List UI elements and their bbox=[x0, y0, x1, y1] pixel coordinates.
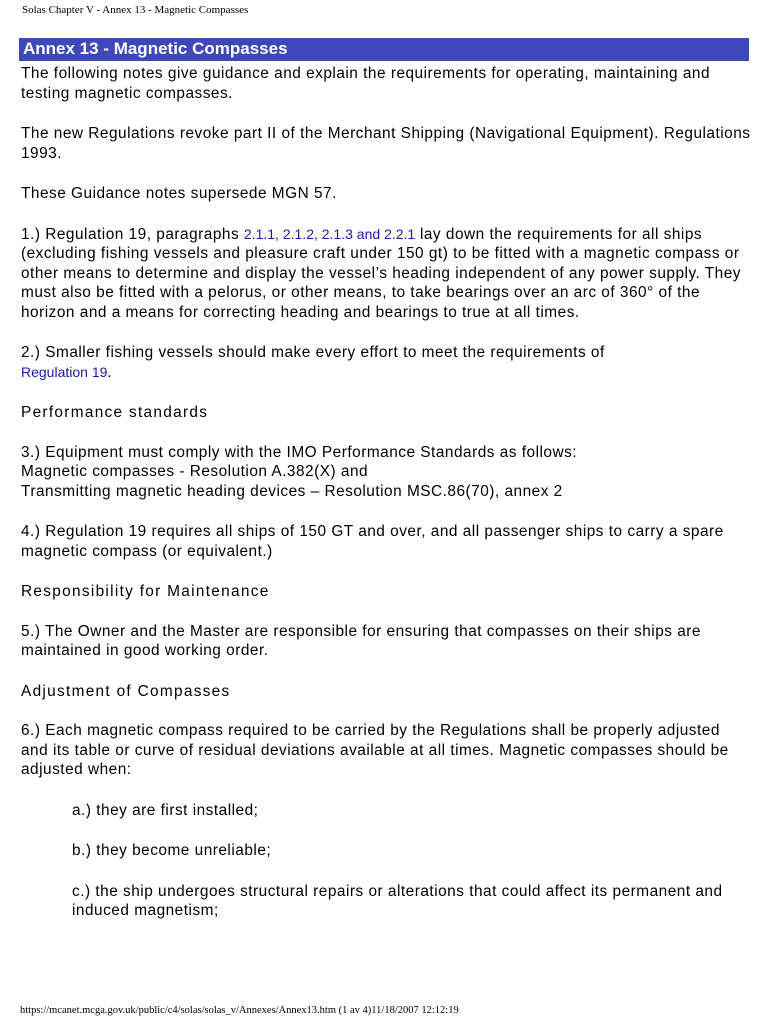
paragraph-1 bbox=[21, 225, 751, 323]
paragraph-3-line-3: Transmitting magnetic heading devices – Resolution MSC.86(70), annex 2 bbox=[21, 482, 563, 500]
heading-responsibility-for-maintenance: Responsibility for Maintenance bbox=[21, 583, 270, 600]
paragraph-2-end: . bbox=[107, 363, 113, 381]
regulation-paragraphs-link[interactable]: 2.1.1, 2.1.2, 2.1.3 and 2.2.1 bbox=[243, 225, 416, 242]
paragraph-2 bbox=[21, 343, 751, 382]
paragraph-6: 6.) Each magnetic compass required to be carried by the Regulations shall be properly adjusted and its table or curve of residual deviations available at all times. Magnetic compasses should be adjusted when: bbox=[21, 722, 729, 778]
document-body bbox=[21, 64, 751, 942]
paragraph-1-rest: lay down the requirements for all ships (excluding fishing vessels and pleasure craft under 150 gt) to be fitted with a magnetic compass or other means to determine and display the vessel’s heading independent of any power supply. They must also be fitted with a pelorus, or other means, to take bearings over an arc of 360° of the horizon and a means for correcting heading and bearings to true at all times. bbox=[21, 225, 741, 321]
paragraph-1-lead: 1.) Regulation 19, paragraphs bbox=[21, 225, 244, 243]
paragraph-3-line-2: Magnetic compasses - Resolution A.382(X) and bbox=[21, 463, 369, 480]
paragraph-5: 5.) The Owner and the Master are responsible for ensuring that compasses on their ships are maintained in good working order. bbox=[21, 622, 701, 659]
intro-paragraph-2: The new Regulations revoke part II of the Merchant Shipping (Navigational Equipment). Regulations 1993. bbox=[21, 125, 751, 162]
adjust-item-a: a.) they are first installed; bbox=[72, 801, 259, 819]
print-header: Solas Chapter V - Annex 13 - Magnetic Compasses bbox=[22, 4, 249, 16]
adjust-item-b: b.) they become unreliable; bbox=[72, 842, 272, 859]
intro-paragraph-1: The following notes give guidance and explain the requirements for operating, maintaining and testing magnetic compasses. bbox=[21, 65, 711, 102]
paragraph-4: 4.) Regulation 19 requires all ships of 150 GT and over, and all passenger ships to carry a spare magnetic compass (or equivalent.) bbox=[21, 523, 724, 560]
paragraph-3 bbox=[21, 443, 751, 502]
title-bar bbox=[19, 38, 749, 61]
adjust-item-c: c.) the ship undergoes structural repairs or alterations that could affect its permanent and induced magnetism; bbox=[72, 882, 723, 919]
paragraph-3-line-1: 3.) Equipment must comply with the IMO Performance Standards as follows: bbox=[21, 443, 578, 461]
heading-performance-standards: Performance standards bbox=[21, 404, 209, 421]
print-footer-url: https://mcanet.mcga.gov.uk/public/c4/solas/solas_v/Annexes/Annex13.htm (1 av 4)11/18/2007 12:12:19 bbox=[20, 1005, 459, 1016]
regulation-19-link[interactable]: Regulation 19 bbox=[21, 363, 108, 380]
heading-adjustment-of-compasses: Adjustment of Compasses bbox=[21, 682, 231, 700]
paragraph-2-lead: 2.) Smaller fishing vessels should make every effort to meet the requirements of bbox=[21, 344, 605, 361]
page-title: Annex 13 - Magnetic Compasses bbox=[23, 39, 288, 58]
intro-paragraph-3: These Guidance notes supersede MGN 57. bbox=[21, 185, 337, 202]
